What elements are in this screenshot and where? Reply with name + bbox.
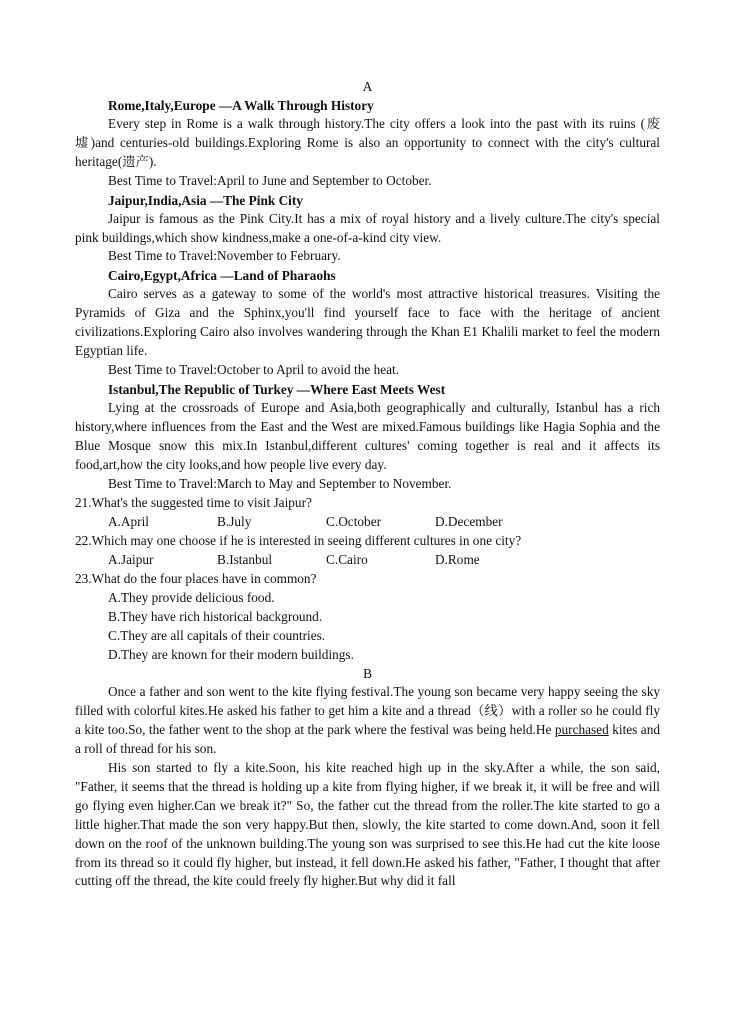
q23-option-c: C.They are all capitals of their countries. bbox=[108, 628, 326, 644]
istanbul-heading: Istanbul,The Republic of Turkey —Where East Meets West bbox=[108, 381, 446, 397]
kite-paragraph-1 bbox=[75, 683, 660, 759]
cairo-best-time: Best Time to Travel:October to April to avoid the heat. bbox=[108, 361, 400, 377]
q21-option-a: A.April bbox=[108, 514, 149, 530]
rome-heading: Rome,Italy,Europe —A Walk Through History bbox=[108, 98, 374, 113]
passage-b-label: B bbox=[363, 666, 372, 682]
kite-p1-start: Once a father and son went to the kite flying festival.The young son became very happy seeing the sky filled with colorful kites.He asked his father to get him a kite and a thread（线）with a roller so he could fly a kite too.So, the father went to the shop at the park where the festival was being held.He bbox=[75, 684, 660, 738]
question-22: 22.Which may one choose if he is interested in seeing different cultures in one city? bbox=[75, 533, 522, 549]
question-22-options bbox=[75, 550, 660, 569]
jaipur-heading: Jaipur,India,Asia —The Pink City bbox=[108, 192, 303, 208]
q23-option-a: A.They provide delicious food. bbox=[108, 590, 275, 606]
question-23: 23.What do the four places have in common? bbox=[75, 571, 317, 587]
underlined-word: purchased bbox=[554, 722, 609, 738]
q23-option-b: B.They have rich historical background. bbox=[108, 609, 323, 625]
q21-option-c: C.October bbox=[326, 514, 382, 530]
q22-option-a: A.Jaipur bbox=[108, 552, 154, 568]
q23-option-d: D.They are known for their modern buildings. bbox=[108, 647, 354, 663]
istanbul-paragraph: Lying at the crossroads of Europe and Asia,both geographically and culturally, Istanbul has a rich history,where influences from the East and the West are mixed.Famous buildings like Hagia Sophia and the Blue Mosque snow this mix.In Istanbul,different cultures' coming together is real and it affects its food,art,how the city looks,and how people live every day. bbox=[75, 399, 660, 472]
rome-best-time: Best Time to Travel:April to June and September to October. bbox=[108, 172, 432, 188]
istanbul-best-time: Best Time to Travel:March to May and September to November. bbox=[108, 475, 452, 491]
rome-paragraph: Every step in Rome is a walk through history.The city offers a look into the past with its ruins (废墟)and centuries-old buildings.Exploring Rome is also an opportunity to connect with the city's cultural heritage(遗产). bbox=[75, 116, 660, 169]
kite-paragraph-2: His son started to fly a kite.Soon, his kite reached high up in the sky.After a while, the son said, "Father, it seems that the thread is holding up a kite from flying higher, if we break it, it will be free and will go flying even higher.Can we break it?" So, the father cut the thread from the roller.The kite started to go a little higher.That made the son very happy.But then, slowly, the kite started to come down.And, soon it fell down on the roof of the unknown building.The young son was surprised to see this.He had cut the kite loose from its thread so it could fly higher, but instead, it fell down.He asked his father, "Father, I thought that after cutting off the thread, the kite could freely fly higher.But why did it fall bbox=[75, 760, 660, 889]
q22-option-c: C.Cairo bbox=[326, 552, 368, 568]
document-page bbox=[75, 77, 660, 891]
q22-option-b: B.Istanbul bbox=[217, 552, 273, 568]
q21-option-b: B.July bbox=[217, 514, 252, 530]
passage-a-label: A bbox=[362, 79, 373, 94]
question-21: 21.What's the suggested time to visit Jaipur? bbox=[75, 495, 312, 511]
cairo-paragraph: Cairo serves as a gateway to some of the world's most attractive historical treasures. Visiting the Pyramids of Giza and the Sphinx,you'll find yourself face to face with the heritage of ancient civilizations.Exploring Cairo also involves wandering through the Khan E1 Khalili market to feel the modern Egyptian life. bbox=[75, 286, 660, 359]
kite-p1-end: kites and a roll of thread for his son. bbox=[75, 722, 660, 757]
q21-option-d: D.December bbox=[435, 514, 503, 530]
jaipur-paragraph: Jaipur is famous as the Pink City.It has a mix of royal history and a lively culture.The city's special pink buildings,which show kindness,make a one-of-a-kind city view. bbox=[75, 210, 660, 245]
question-21-options bbox=[75, 512, 660, 531]
jaipur-best-time: Best Time to Travel:November to February. bbox=[108, 248, 341, 264]
q22-option-d: D.Rome bbox=[435, 552, 480, 568]
cairo-heading: Cairo,Egypt,Africa —Land of Pharaohs bbox=[108, 268, 336, 284]
